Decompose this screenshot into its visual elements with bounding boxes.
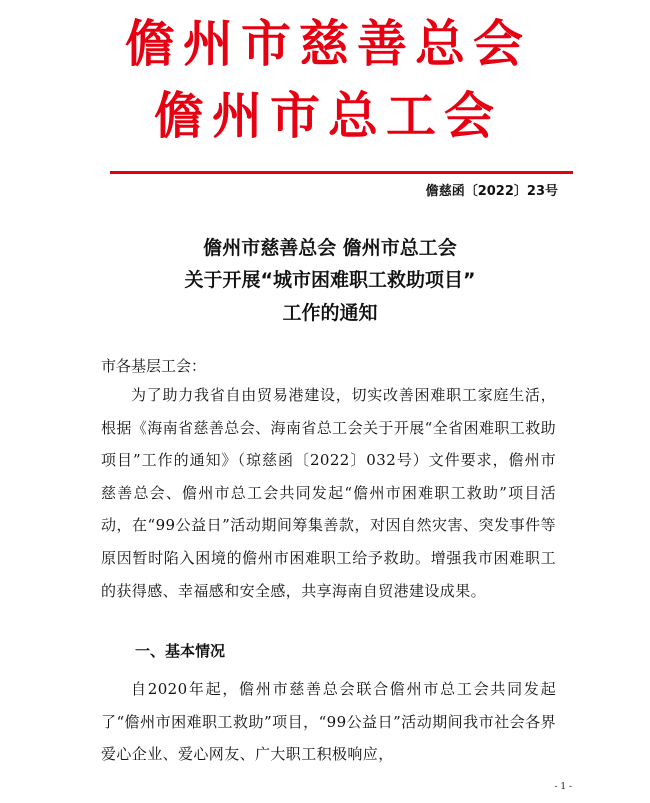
page-number: - 1 - (554, 782, 572, 792)
masthead-line-2: 儋州市总工会 (154, 87, 502, 145)
body-paragraph-1: 为了助力我省自由贸易港建设，切实改善困难职工家庭生活，根据《海南省慈善总会、海南省总工会关于开展“全省困难职工救助项目”工作的通知》（琼慈函〔2022〕032号）文件要求，儋州市慈善总会、儋州市总工会共同发起“儋州市困难职工救助”项目活动，在“99公益日”活动期间筹集善款，对因自然灾害、突发事件等原因暂时陷入困境的儋州市困难职工给予救助。增强我市困难职工的获得感、幸福感和安全感，共享海南自贸港建设成果。 (101, 386, 556, 600)
title-line-2: 关于开展“城市困难职工救助项目” (184, 269, 476, 291)
masthead-line-1: 儋州市慈善总会 (125, 15, 531, 73)
section-heading: 一、基本情况 (135, 642, 226, 660)
document-number: 儋慈函〔2022〕23号 (425, 184, 558, 199)
body-paragraph-2: 自2020年起，儋州市慈善总会联合儋州市总工会共同发起了“儋州市困难职工救助”项目，“99公益日”活动期间我市社会各界爱心企业、爱心网友、广大职工积极响应， (101, 680, 556, 764)
title-line-3: 工作的通知 (282, 302, 378, 324)
red-divider-line (110, 171, 573, 174)
salutation: 市各基层工会： (101, 357, 207, 375)
title-line-1: 儋州市慈善总会 儋州市总工会 (203, 237, 457, 259)
